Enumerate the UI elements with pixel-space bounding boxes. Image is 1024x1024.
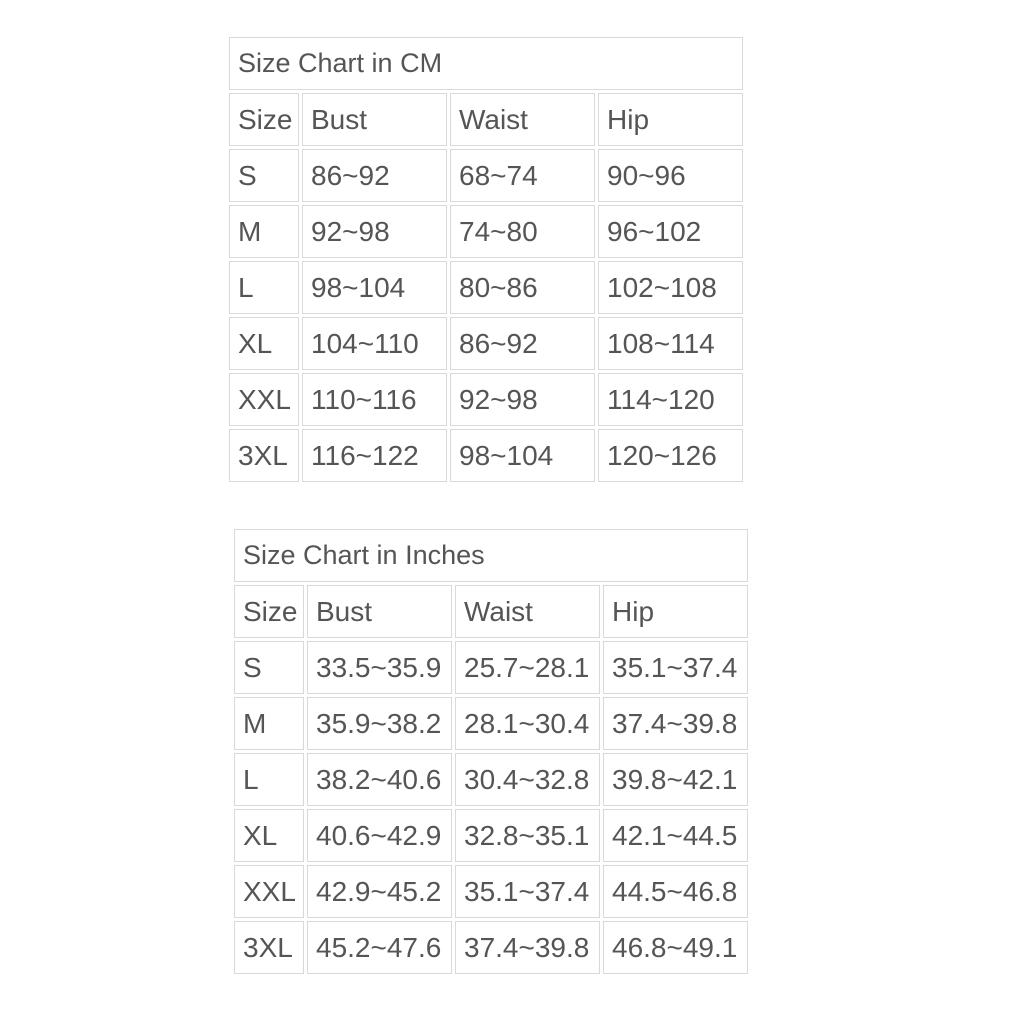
inch-row-s [234, 641, 748, 694]
inch-bust-cell: 45.2~47.6 [307, 921, 452, 974]
cm-row-xl [229, 317, 743, 370]
cm-bust-cell: 86~92 [302, 149, 447, 202]
inch-header-size: Size [234, 585, 304, 638]
cm-bust-cell: 104~110 [302, 317, 447, 370]
cm-hip-cell: 120~126 [598, 429, 743, 482]
inch-header-waist: Waist [455, 585, 600, 638]
inch-waist-cell: 32.8~35.1 [455, 809, 600, 862]
inch-bust-cell: 33.5~35.9 [307, 641, 452, 694]
cm-waist-cell: 86~92 [450, 317, 595, 370]
cm-row-l [229, 261, 743, 314]
inch-header-row [234, 585, 748, 638]
inch-header-bust: Bust [307, 585, 452, 638]
cm-header-row [229, 93, 743, 146]
inch-waist-cell: 25.7~28.1 [455, 641, 600, 694]
inch-hip-cell: 44.5~46.8 [603, 865, 748, 918]
inch-waist-cell: 35.1~37.4 [455, 865, 600, 918]
cm-waist-cell: 68~74 [450, 149, 595, 202]
cm-header-waist: Waist [450, 93, 595, 146]
inch-size-chart-table [231, 526, 751, 977]
inch-bust-cell: 40.6~42.9 [307, 809, 452, 862]
cm-size-chart-table [226, 34, 746, 485]
inch-size-cell: S [234, 641, 304, 694]
cm-header-size: Size [229, 93, 299, 146]
inch-hip-cell: 35.1~37.4 [603, 641, 748, 694]
inch-bust-cell: 35.9~38.2 [307, 697, 452, 750]
cm-size-cell: 3XL [229, 429, 299, 482]
inch-chart-title: Size Chart in Inches [234, 529, 748, 582]
inch-waist-cell: 28.1~30.4 [455, 697, 600, 750]
inch-bust-cell: 42.9~45.2 [307, 865, 452, 918]
cm-row-xxl [229, 373, 743, 426]
inch-bust-cell: 38.2~40.6 [307, 753, 452, 806]
inch-waist-cell: 37.4~39.8 [455, 921, 600, 974]
cm-row-3xl [229, 429, 743, 482]
cm-hip-cell: 108~114 [598, 317, 743, 370]
cm-hip-cell: 90~96 [598, 149, 743, 202]
cm-bust-cell: 92~98 [302, 205, 447, 258]
cm-header-hip: Hip [598, 93, 743, 146]
cm-waist-cell: 98~104 [450, 429, 595, 482]
cm-header-bust: Bust [302, 93, 447, 146]
cm-hip-cell: 102~108 [598, 261, 743, 314]
cm-size-cell: XL [229, 317, 299, 370]
inch-hip-cell: 39.8~42.1 [603, 753, 748, 806]
inch-row-3xl [234, 921, 748, 974]
inch-hip-cell: 46.8~49.1 [603, 921, 748, 974]
inch-header-hip: Hip [603, 585, 748, 638]
cm-title-row [229, 37, 743, 90]
inch-hip-cell: 37.4~39.8 [603, 697, 748, 750]
cm-hip-cell: 114~120 [598, 373, 743, 426]
cm-size-cell: S [229, 149, 299, 202]
inch-row-xxl [234, 865, 748, 918]
inch-waist-cell: 30.4~32.8 [455, 753, 600, 806]
inch-row-m [234, 697, 748, 750]
cm-size-cell: M [229, 205, 299, 258]
inch-size-cell: XL [234, 809, 304, 862]
inch-row-xl [234, 809, 748, 862]
inch-size-cell: 3XL [234, 921, 304, 974]
inch-hip-cell: 42.1~44.5 [603, 809, 748, 862]
cm-row-m [229, 205, 743, 258]
inch-size-cell: M [234, 697, 304, 750]
inch-size-chart-body [234, 529, 748, 974]
cm-row-s [229, 149, 743, 202]
cm-waist-cell: 80~86 [450, 261, 595, 314]
cm-chart-title: Size Chart in CM [229, 37, 743, 90]
inch-size-cell: L [234, 753, 304, 806]
cm-size-cell: XXL [229, 373, 299, 426]
inch-size-cell: XXL [234, 865, 304, 918]
cm-bust-cell: 110~116 [302, 373, 447, 426]
cm-size-cell: L [229, 261, 299, 314]
cm-bust-cell: 116~122 [302, 429, 447, 482]
inch-title-row [234, 529, 748, 582]
cm-bust-cell: 98~104 [302, 261, 447, 314]
cm-size-chart-body [229, 37, 743, 482]
cm-waist-cell: 92~98 [450, 373, 595, 426]
inch-row-l [234, 753, 748, 806]
cm-hip-cell: 96~102 [598, 205, 743, 258]
cm-waist-cell: 74~80 [450, 205, 595, 258]
